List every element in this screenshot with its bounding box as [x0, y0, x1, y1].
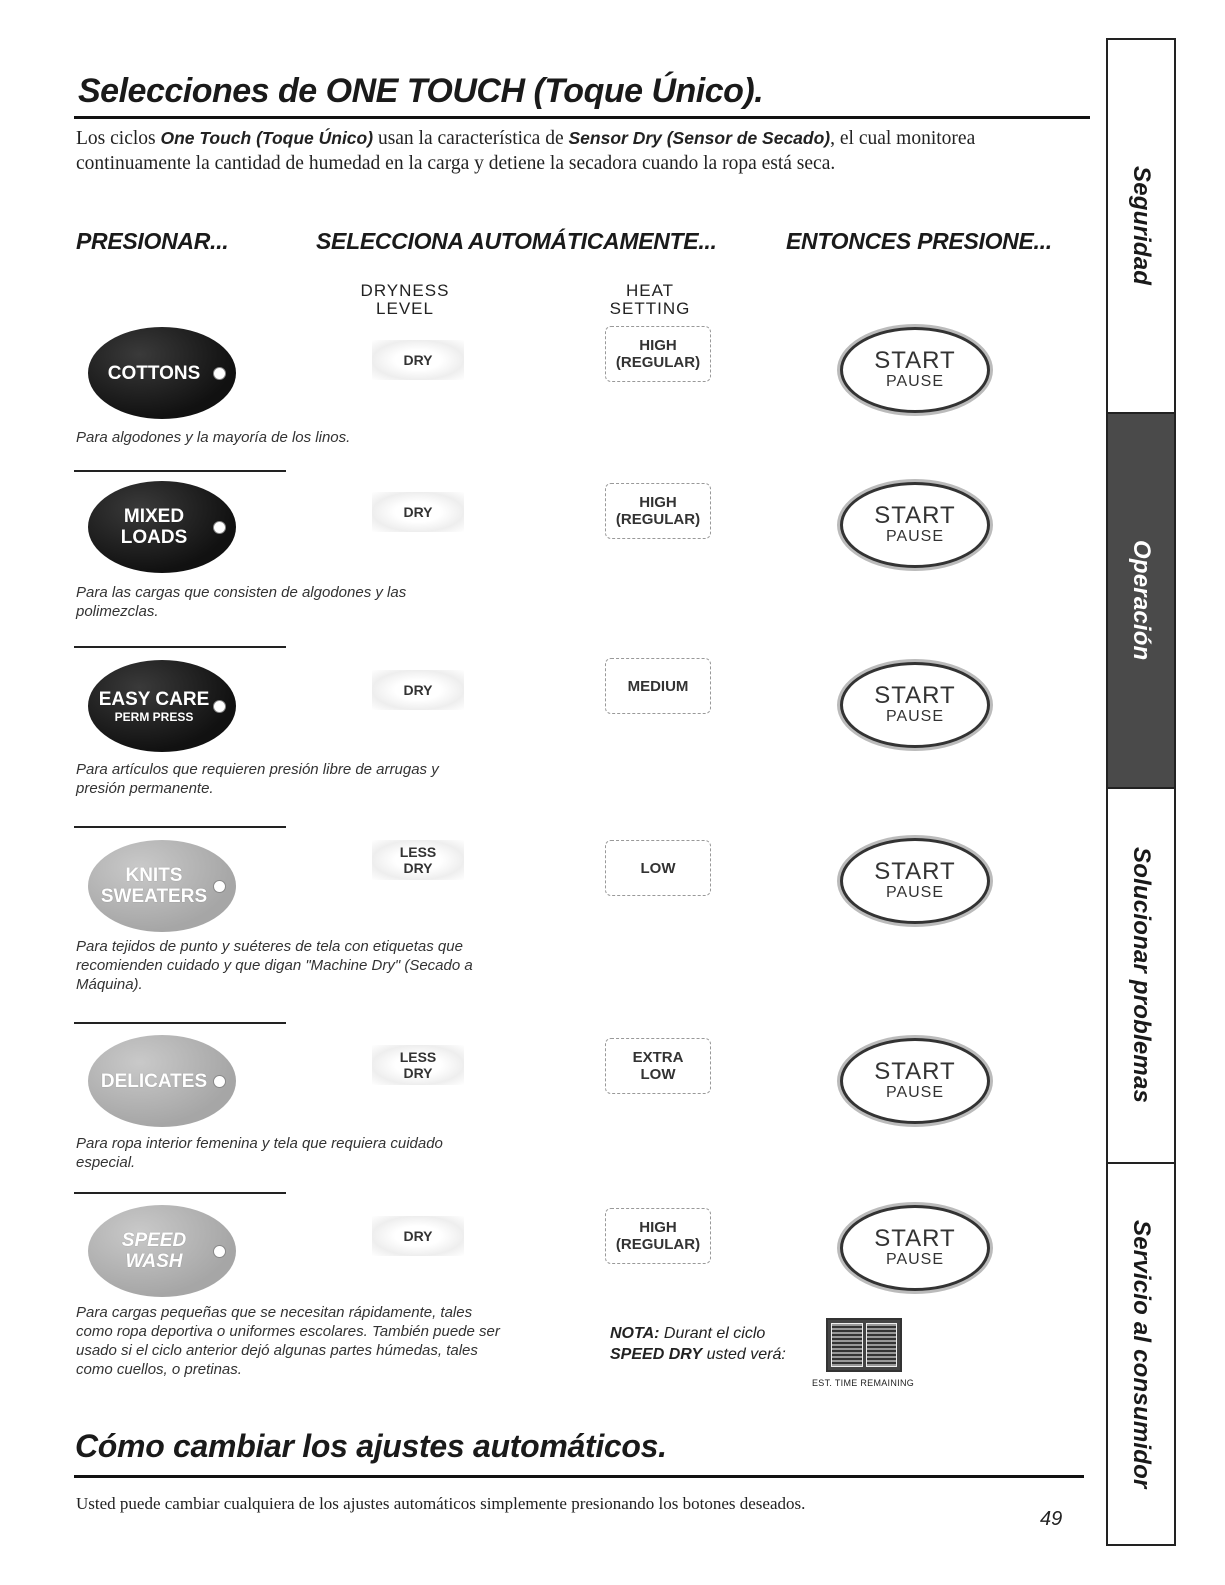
start-pause-button[interactable]: START PAUSE — [840, 662, 990, 748]
row-separator — [74, 1192, 286, 1194]
dryness-dry: DRY — [372, 670, 464, 710]
heat-setting-heading: HEAT SETTING — [609, 281, 691, 318]
page-number: 49 — [1040, 1508, 1063, 1530]
delicates-button[interactable]: DELICATES — [88, 1035, 236, 1127]
section-rule — [74, 1475, 1084, 1478]
time-remaining-label: EST. TIME REMAINING — [812, 1378, 915, 1388]
column-head-auto: SELECCIONA AUTOMÁTICAMENTE... — [316, 228, 717, 254]
dryness-dry: DRY — [372, 340, 464, 380]
easy-care-indicator-light — [213, 700, 226, 713]
start-pause-button[interactable]: START PAUSE — [840, 1205, 990, 1291]
easy-care-description: Para artículos que requieren presión libre de arrugas y presión permanente. — [76, 761, 439, 797]
dryness-less-dry: LESS DRY — [372, 840, 464, 880]
tab-operacion[interactable]: Operación — [1108, 414, 1174, 789]
row-separator — [74, 826, 286, 828]
easy-care-perm-press-button[interactable]: EASY CARE PERM PRESS — [88, 660, 236, 752]
cottons-button[interactable]: COTTONS — [88, 327, 236, 419]
heat-extra-low: EXTRA LOW — [605, 1038, 711, 1094]
section-tabs-sidebar — [1106, 38, 1176, 1546]
row-separator — [74, 646, 286, 648]
mixed-loads-description: Para las cargas que consisten de algodones y las polimezclas. — [76, 584, 407, 620]
heat-high-regular: HIGH (REGULAR) — [605, 483, 711, 539]
mixed-loads-indicator-light — [213, 521, 226, 534]
cottons-indicator-light — [213, 367, 226, 380]
cottons-description: Para algodones y la mayoría de los linos. — [76, 429, 351, 446]
heat-low: LOW — [605, 840, 711, 896]
dryness-dry: DRY — [372, 1216, 464, 1256]
heat-medium: MEDIUM — [605, 658, 711, 714]
start-pause-button[interactable]: START PAUSE — [840, 1038, 990, 1124]
time-remaining-display-icon — [826, 1318, 902, 1372]
start-pause-button[interactable]: START PAUSE — [840, 838, 990, 924]
knits-sweaters-button[interactable]: KNITS SWEATERS — [88, 840, 236, 932]
start-pause-button[interactable]: START PAUSE — [840, 482, 990, 568]
speed-wash-indicator-light — [213, 1245, 226, 1258]
column-head-press: PRESIONAR... — [76, 228, 229, 254]
speed-wash-description: Para cargas pequeñas que se necesitan rápidamente, tales como ropa deportiva o uniformes escolares. También puede ser usado si el ciclo anterior dejó algunas partes húmedas, tales como cuellos, o pretinas. — [76, 1304, 500, 1378]
column-head-then: ENTONCES PRESIONE... — [786, 228, 1052, 254]
knits-sweaters-indicator-light — [213, 880, 226, 893]
intro-paragraph: Los ciclos One Touch (Toque Único) usan la característica de Sensor Dry (Sensor de Secado), el cual monitorea continuamente la cantidad de humedad en la carga y detiene la secadora cuando la ropa está seca. — [76, 128, 976, 174]
page-title: Selecciones de ONE TOUCH (Toque Único). — [78, 72, 764, 110]
start-pause-button[interactable]: START PAUSE — [840, 327, 990, 413]
dryness-dry: DRY — [372, 492, 464, 532]
heat-high-regular: HIGH (REGULAR) — [605, 326, 711, 382]
section-title-change-settings: Cómo cambiar los ajustes automáticos. — [75, 1428, 667, 1464]
dryness-level-heading: DRYNESS LEVEL — [360, 281, 450, 318]
delicates-indicator-light — [213, 1075, 226, 1088]
speed-wash-button[interactable]: SPEED WASH — [88, 1205, 236, 1297]
change-settings-text: Usted puede cambiar cualquiera de los ajustes automáticos simplemente presionando los botones deseados. — [76, 1494, 806, 1513]
dryness-less-dry: LESS DRY — [372, 1045, 464, 1085]
row-separator — [74, 1022, 286, 1024]
knits-sweaters-description: Para tejidos de punto y suéteres de tela con etiquetas que recomienden cuidado y que digan "Machine Dry" (Secado a Máquina). — [76, 938, 473, 993]
title-rule — [74, 116, 1090, 119]
tab-seguridad[interactable]: Seguridad — [1108, 40, 1174, 414]
mixed-loads-button[interactable]: MIXED LOADS — [88, 481, 236, 573]
delicates-description: Para ropa interior femenina y tela que requiera cuidado especial. — [76, 1135, 443, 1171]
tab-servicio-al-consumidor[interactable]: Servicio al consumidor — [1128, 1219, 1155, 1489]
heat-high-regular: HIGH (REGULAR) — [605, 1208, 711, 1264]
tab-solucionar-problemas[interactable]: Solucionar problemas — [1108, 789, 1174, 1164]
speed-dry-note: NOTA: Durant el ciclo SPEED DRY usted verá: — [610, 1325, 786, 1363]
row-separator — [74, 470, 286, 472]
